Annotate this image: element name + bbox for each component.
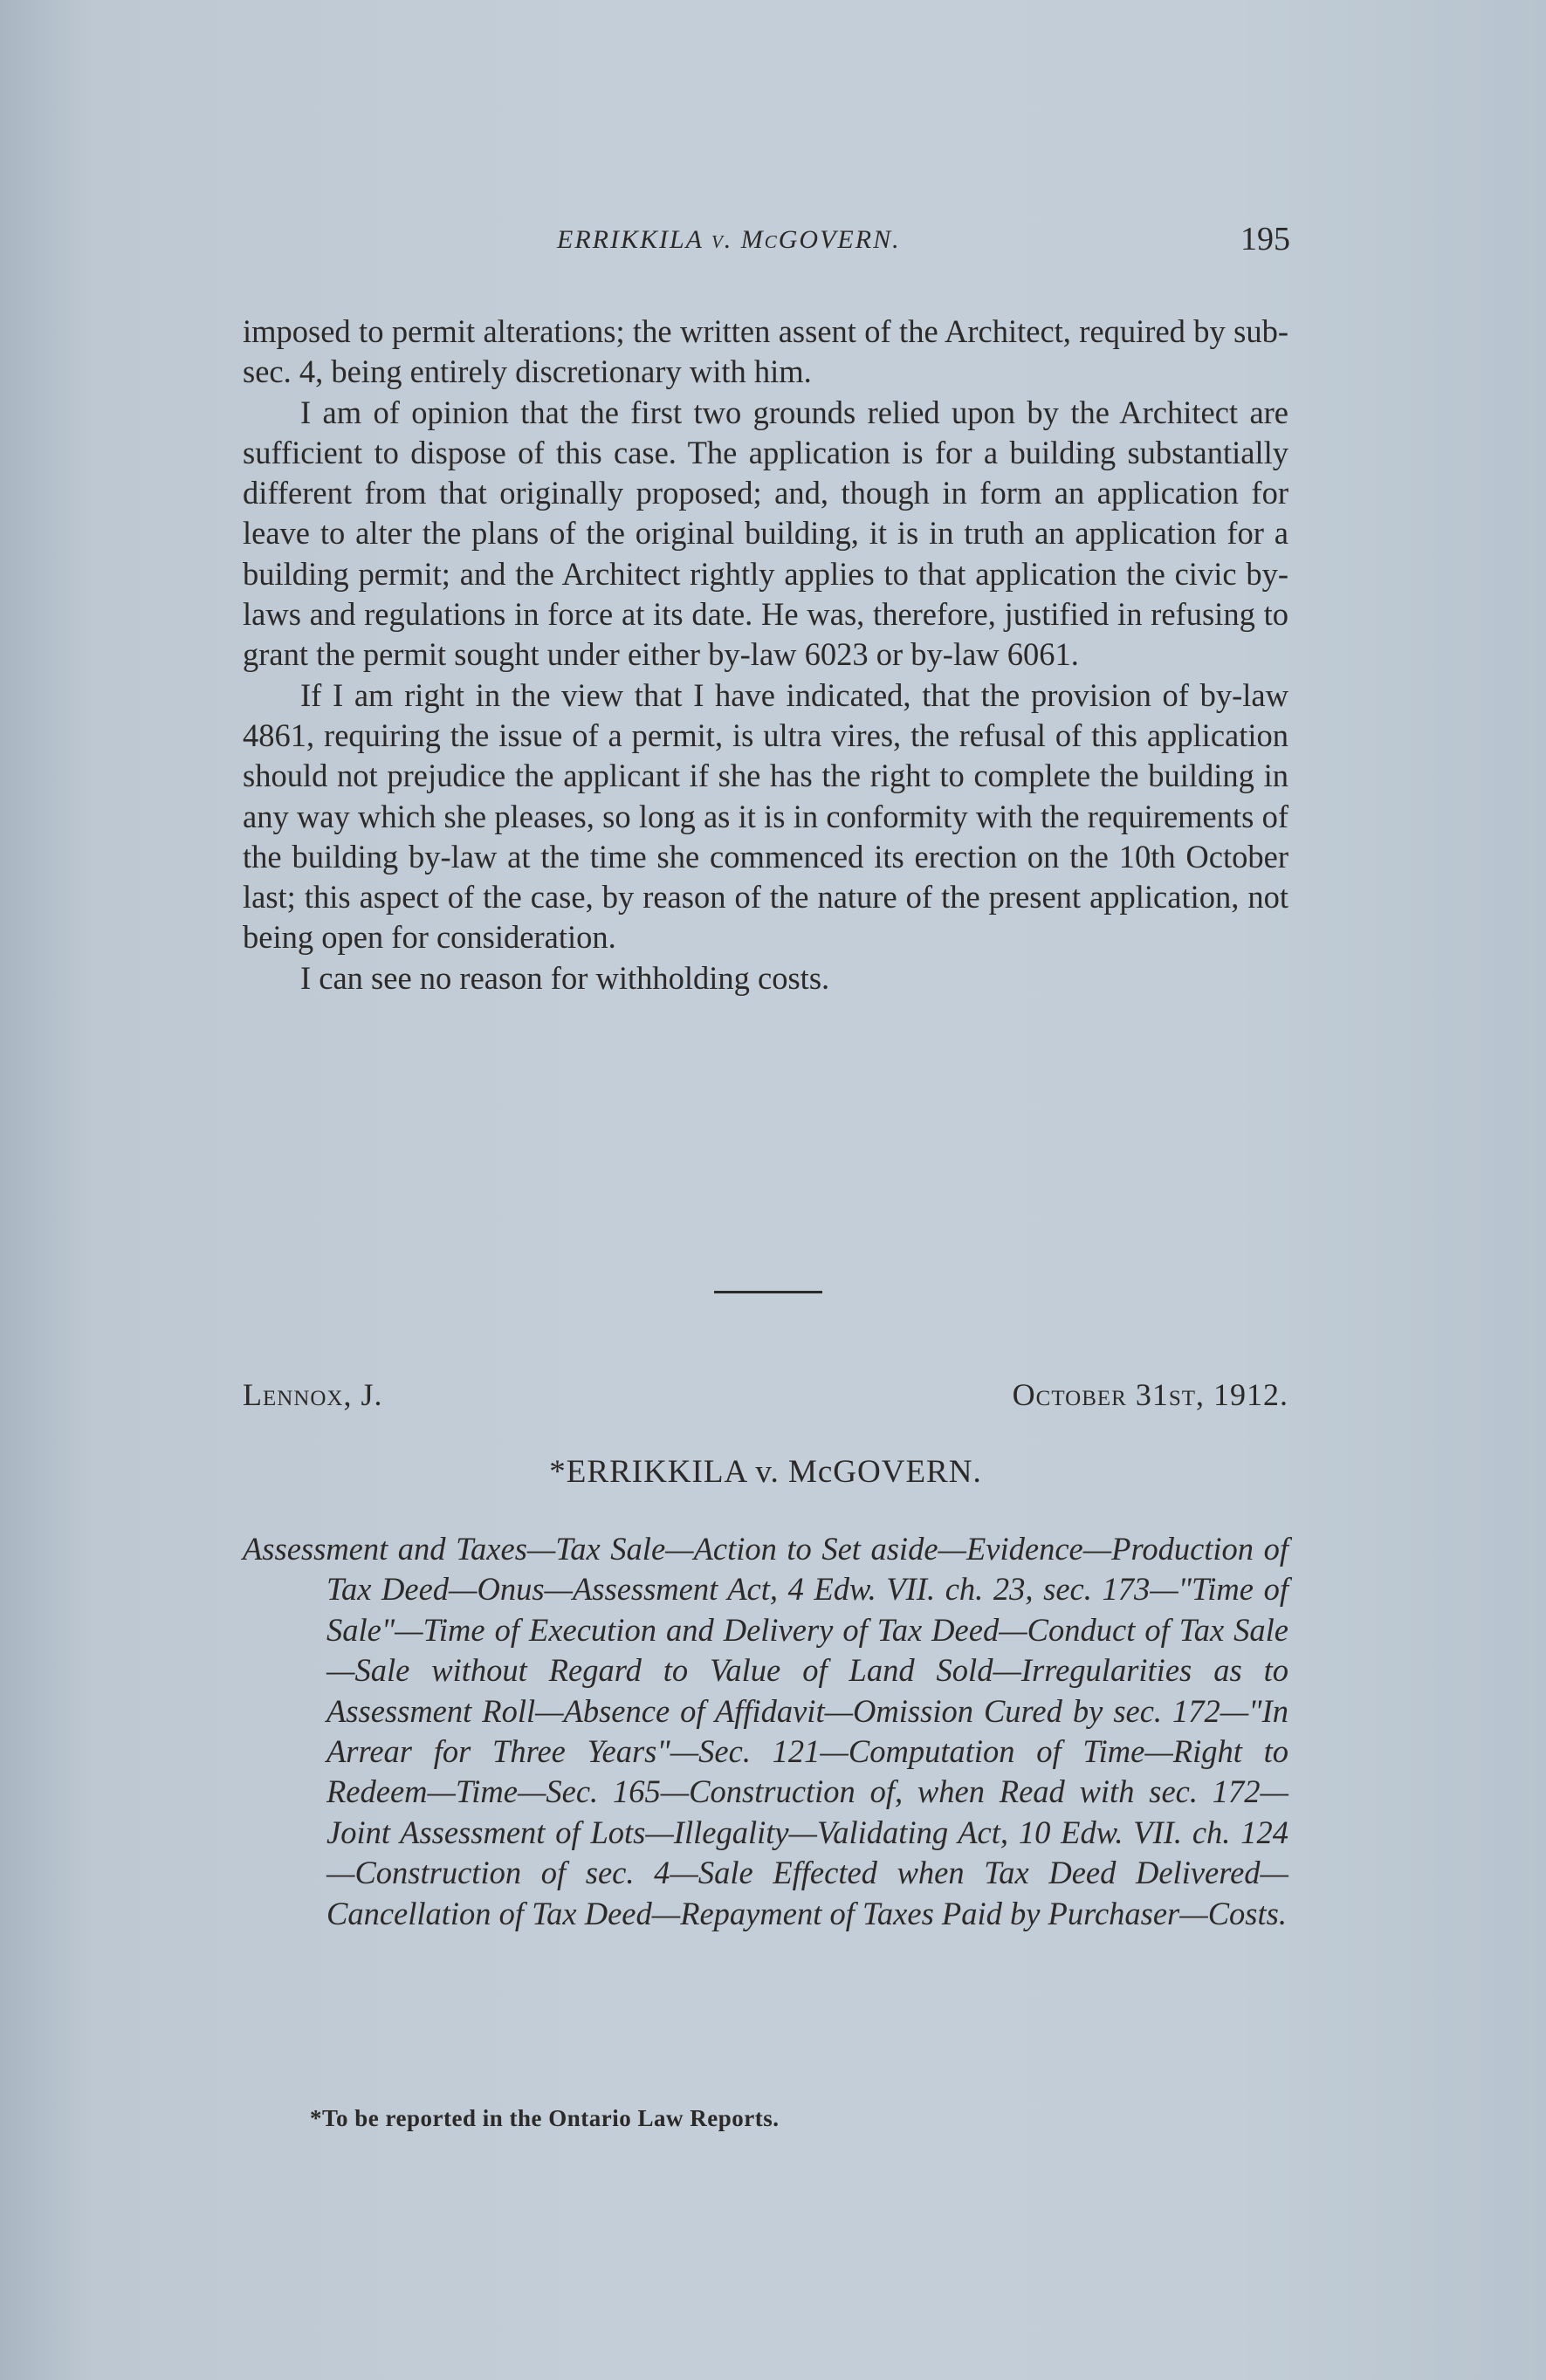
paragraph-opinion: I am of opinion that the first two grounds relied upon by the Architect are sufficient to dispose of this case. The application is for a building substantially different from that originally proposed; and, though in form an application for leave to alter the plans of the original building, it is in truth an application for a building permit; and the Architect rightly applies to that application the civic by-laws and regulations in force at its date. He was, therefore, justified in refusing to grant the permit sought under either by-law 6023 or by-law 6061. xyxy=(243,394,1288,673)
headnote: Assessment and Taxes—Tax Sale—Action to Set aside—Evidence—Production of Tax Deed—Onus—Assessment Act, 4 Edw. VII. ch. 23, sec. 173—"Time of Sale"—Time of Execution and Delivery of Tax Deed—Conduct of Tax Sale—Sale without Regard to Value of Land Sold—Irregularities as to Assessment Roll—Absence of Affidavit—Omission Cured by sec. 172—"In Arrear for Three Years"—Sec. 121—Computation of Time—Right to Redeem—Time—Sec. 165—Construction of, when Read with sec. 172—Joint Assessment of Lots—Illegality—Validating Act, 10 Edw. VII. ch. 124—Construction of sec. 4—Sale Effected when Tax Deed Delivered—Cancellation of Tax Deed—Repayment of Taxes Paid by Purchaser—Costs. xyxy=(243,1531,1288,1931)
section-divider xyxy=(714,1291,822,1293)
case-title: *ERRIKKILA v. McGOVERN. xyxy=(549,1454,982,1490)
running-head xyxy=(243,221,1290,269)
judge-name: Lennox, J. xyxy=(243,1377,383,1412)
body-text xyxy=(243,312,1288,998)
paragraph-ultra-vires: If I am right in the view that I have indicated, that the provision of by-law 4861, requiring the issue of a permit, is ultra vires, the refusal of this application should not prejudice the applicant if she has the right to complete the building in any way which she pleases, so long as it is in conformity with the requirements of the building by-law at the time she commenced its erection on the 10th October last; this aspect of the case, by reason of the nature of the present application, not being open for consideration. xyxy=(243,676,1288,956)
running-title: ERRIKKILA v. McGOVERN. xyxy=(557,225,901,254)
paragraph-continuation: imposed to permit alterations; the written assent of the Architect, required by sub-sec. 4, being entirely discretionary with him. xyxy=(243,313,1288,390)
paragraph-costs: I can see no reason for withholding costs. xyxy=(300,959,830,996)
judgment-date: October 31st, 1912. xyxy=(1012,1377,1288,1412)
footnote: *To be reported in the Ontario Law Reports. xyxy=(310,2105,780,2131)
page-number: 195 xyxy=(1240,221,1290,257)
